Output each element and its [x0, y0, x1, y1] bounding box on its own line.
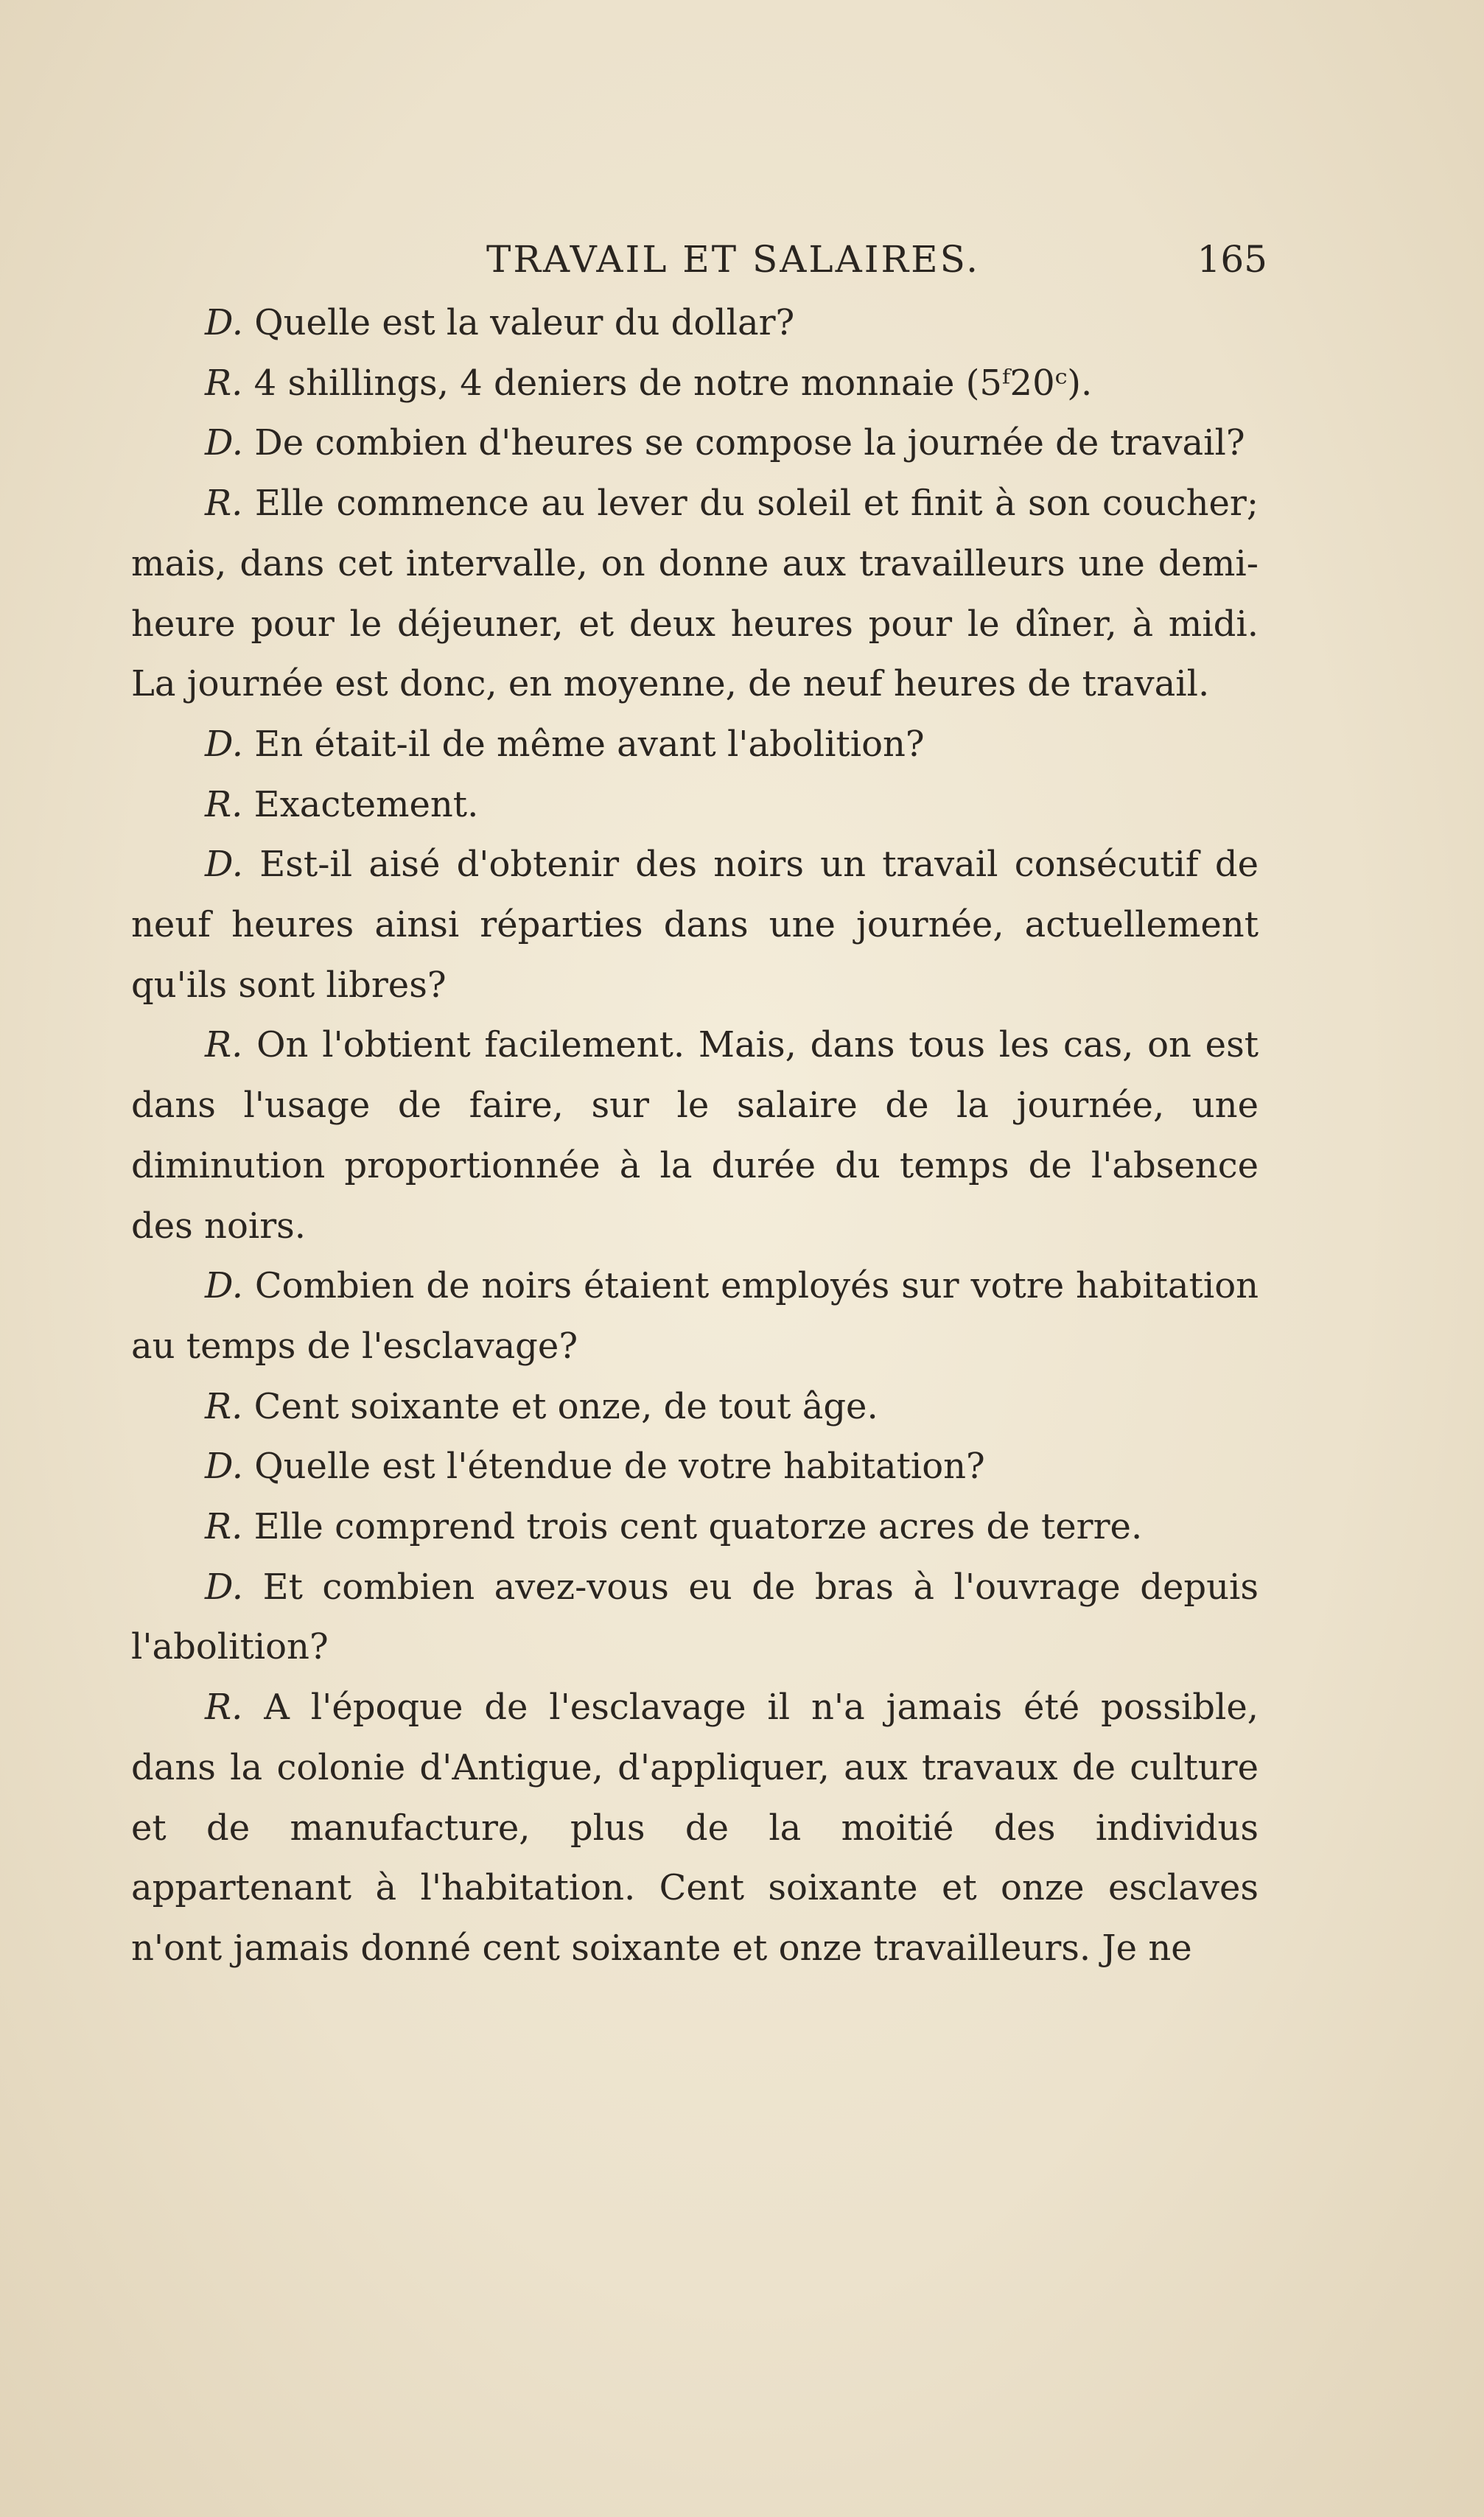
paragraph — [131, 1558, 1259, 1678]
paragraph — [131, 835, 1259, 1015]
paragraph-text: Exactement. — [242, 783, 479, 825]
speaker-label: D. — [205, 1446, 244, 1488]
paragraph — [131, 1377, 1259, 1438]
paragraph-text: De combien d'heures se compose la journée de travail? — [243, 422, 1245, 464]
paragraph-text: Est-il aisé d'obtenir des noirs un travail consécutif de neuf heures ainsi réparties dans une journée, actuellement qu'ils sont libres? — [131, 844, 1259, 1006]
speaker-label: R. — [205, 362, 243, 404]
paragraph-text: On l'obtient facilement. Mais, dans tous les cas, on est dans l'usage de faire, sur le salaire de la journée, une diminution proportionnée à la durée du temps de l'absence des noirs. — [131, 1024, 1259, 1247]
paragraph — [131, 413, 1259, 474]
speaker-label: R. — [205, 1687, 243, 1729]
paragraph — [131, 775, 1259, 836]
paragraph — [131, 715, 1259, 775]
speaker-label: R. — [205, 1385, 243, 1427]
speaker-label: D. — [205, 302, 244, 343]
paragraph-text: A l'époque de l'esclavage il n'a jamais été possible, dans la colonie d'Antigue, d'appliquer, aux travaux de culture et de manufacture, plus de la moitié des individus appartenant à l'habitation. Cent soixante et onze esclaves n'ont jamais donné cent soixante et onze travailleurs. Je ne — [131, 1687, 1259, 1969]
running-title: TRAVAIL ET SALAIRES. — [486, 238, 980, 281]
speaker-label: D. — [205, 422, 244, 464]
paragraph — [131, 1437, 1259, 1497]
paragraph-text: Cent soixante et onze, de tout âge. — [242, 1385, 878, 1427]
paragraph — [131, 1497, 1259, 1558]
paragraph — [131, 1015, 1259, 1256]
paragraph-text: Quelle est la valeur du dollar? — [243, 302, 795, 343]
body-text — [131, 293, 1259, 1979]
speaker-label: D. — [205, 844, 244, 886]
page-header — [199, 230, 1267, 289]
page-number: 165 — [1197, 238, 1267, 281]
paragraph — [131, 1678, 1259, 1979]
paragraph — [131, 1256, 1259, 1376]
paragraph-text: Combien de noirs étaient employés sur votre habitation au temps de l'esclavage? — [131, 1265, 1259, 1367]
speaker-label: D. — [205, 1566, 244, 1608]
speaker-label: R. — [205, 483, 243, 525]
paragraph — [131, 354, 1259, 414]
paragraph-text: En était-il de même avant l'abolition? — [243, 723, 925, 765]
paragraph-text: Elle commence au lever du soleil et finit à son coucher; mais, dans cet intervalle, on donne aux travailleurs une demi-heure pour le déjeuner, et deux heures pour le dîner, à midi. La journée est donc, en moyenne, de neuf heures de travail. — [131, 483, 1259, 705]
paragraph-text: Et combien avez-vous eu de bras à l'ouvrage depuis l'abolition? — [131, 1566, 1259, 1668]
speaker-label: D. — [205, 1265, 244, 1307]
paragraph-text: 4 shillings, 4 deniers de notre monnaie (5ᶠ20ᶜ). — [242, 362, 1093, 404]
paragraph — [131, 474, 1259, 715]
speaker-label: D. — [205, 723, 244, 765]
speaker-label: R. — [205, 1024, 243, 1066]
paragraph-text: Elle comprend trois cent quatorze acres de terre. — [242, 1506, 1143, 1548]
paragraph-text: Quelle est l'étendue de votre habitation? — [243, 1446, 985, 1488]
speaker-label: R. — [205, 783, 243, 825]
speaker-label: R. — [205, 1506, 243, 1548]
paragraph — [131, 293, 1259, 354]
